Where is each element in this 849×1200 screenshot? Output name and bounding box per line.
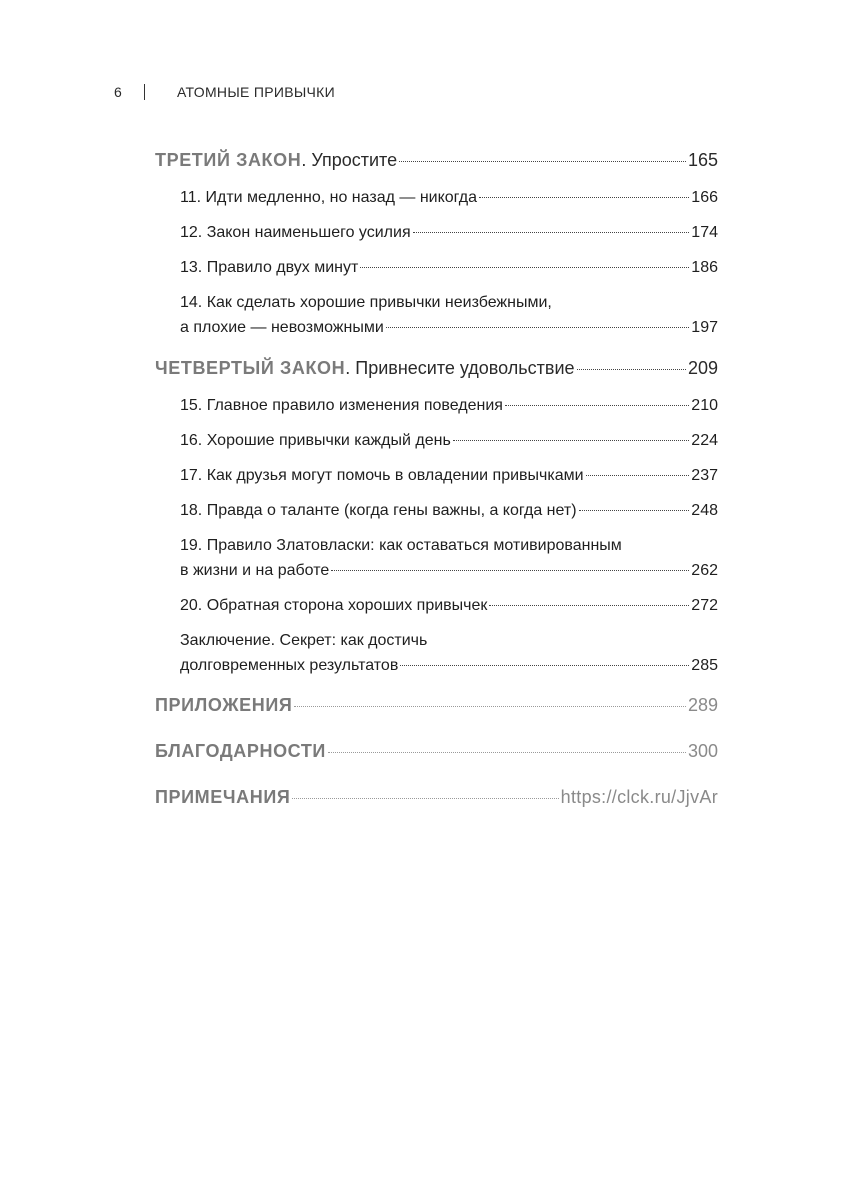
leader-dots <box>294 706 686 707</box>
header-separator <box>144 84 145 100</box>
toc-chapter-18[interactable] <box>180 502 718 520</box>
leader-dots <box>328 752 686 753</box>
page-ref: 248 <box>691 502 718 519</box>
part-law-name: ЧЕТВЕРТЫЙ ЗАКОН <box>155 358 346 378</box>
page-ref: 186 <box>691 259 718 276</box>
leader-dots <box>413 232 690 233</box>
leader-dots <box>386 327 690 328</box>
leader-dots <box>479 197 689 198</box>
toc-chapter-14[interactable] <box>180 294 718 337</box>
page-ref: 209 <box>687 358 718 378</box>
chapter-title: 14. Как сделать хорошие привычки неизбежными, <box>180 294 552 311</box>
table-of-contents <box>155 150 718 808</box>
page-ref: 174 <box>691 224 718 241</box>
page-ref: 272 <box>691 597 718 614</box>
leader-dots <box>453 440 690 441</box>
chapter-title-continued: долговременных результатов <box>180 657 399 674</box>
page-number: 6 <box>114 84 123 100</box>
chapter-title: 17. Как друзья могут помочь в овладении привычками <box>180 467 584 484</box>
chapter-title: 15. Главное правило изменения поведения <box>180 397 503 414</box>
chapter-title: 16. Хорошие привычки каждый день <box>180 432 451 449</box>
running-head <box>114 84 335 100</box>
book-title: АТОМНЫЕ ПРИВЫЧКИ <box>177 84 335 100</box>
page-ref: 262 <box>691 562 718 579</box>
chapter-title-continued: а плохие — невозможными <box>180 319 384 336</box>
page-ref: 197 <box>691 319 718 336</box>
appendix-title: ПРИЛОЖЕНИЯ <box>155 695 293 715</box>
toc-chapter-13[interactable] <box>180 259 718 277</box>
leader-dots <box>579 510 690 511</box>
toc-part-fourth-law[interactable] <box>155 358 718 379</box>
part-law-name: ТРЕТИЙ ЗАКОН <box>155 150 302 170</box>
chapter-title: 11. Идти медленно, но назад — никогда <box>180 189 478 206</box>
page-ref: 285 <box>691 657 718 674</box>
page-ref: 165 <box>687 150 718 170</box>
toc-chapter-11[interactable] <box>180 189 718 207</box>
appendix-title: БЛАГОДАРНОСТИ <box>155 741 326 761</box>
toc-acknowledgements[interactable] <box>155 741 718 762</box>
chapter-title: Заключение. Секрет: как достичь <box>180 632 428 649</box>
part-subtitle: . Привнесите удовольствие <box>345 358 575 378</box>
leader-dots <box>400 665 689 666</box>
page-ref: 210 <box>691 397 718 414</box>
leader-dots <box>505 405 689 406</box>
page-ref: 237 <box>691 467 718 484</box>
chapter-title-continued: в жизни и на работе <box>180 562 330 579</box>
toc-part-third-law[interactable] <box>155 150 718 171</box>
toc-appendices[interactable] <box>155 695 718 716</box>
leader-dots <box>360 267 689 268</box>
page-ref: 289 <box>687 695 718 715</box>
toc-conclusion[interactable] <box>180 632 718 675</box>
leader-dots <box>331 570 689 571</box>
leader-dots <box>399 161 686 162</box>
leader-dots <box>489 605 689 606</box>
leader-dots <box>586 475 690 476</box>
toc-chapter-16[interactable] <box>180 432 718 450</box>
page-ref: 224 <box>691 432 718 449</box>
chapter-title: 13. Правило двух минут <box>180 259 359 276</box>
page-ref: 300 <box>687 741 718 761</box>
toc-chapter-15[interactable] <box>180 397 718 415</box>
leader-dots <box>292 798 558 799</box>
page-ref: 166 <box>691 189 718 206</box>
chapter-title: 20. Обратная сторона хороших привычек <box>180 597 488 614</box>
toc-chapter-20[interactable] <box>180 597 718 615</box>
toc-chapter-12[interactable] <box>180 224 718 242</box>
chapter-title: 18. Правда о таланте (когда гены важны, а когда нет) <box>180 502 577 519</box>
leader-dots <box>577 369 686 370</box>
notes-link[interactable]: https://clck.ru/JjvAr <box>560 787 718 807</box>
chapter-title: 19. Правило Златовласки: как оставаться мотивированным <box>180 537 622 554</box>
chapter-title: 12. Закон наименьшего усилия <box>180 224 411 241</box>
toc-chapter-17[interactable] <box>180 467 718 485</box>
appendix-title: ПРИМЕЧАНИЯ <box>155 787 291 807</box>
part-subtitle: . Упростите <box>301 150 398 170</box>
toc-chapter-19[interactable] <box>180 537 718 580</box>
toc-notes[interactable] <box>155 787 718 808</box>
